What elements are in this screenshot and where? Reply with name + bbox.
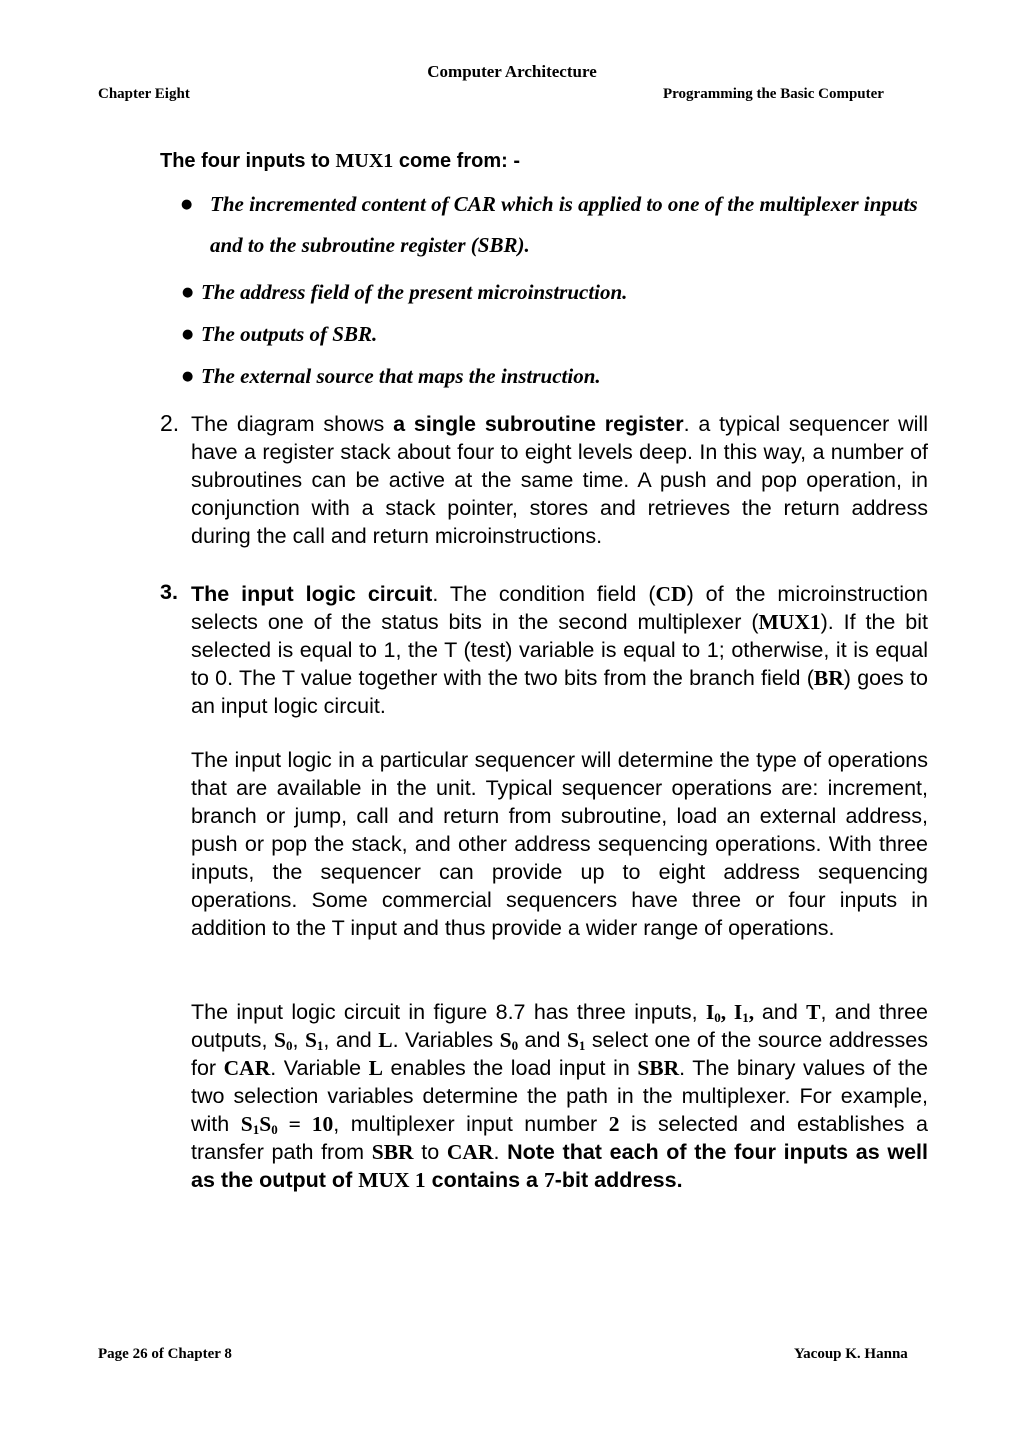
fig-note: -bit address. — [554, 1168, 683, 1192]
item3-text: ). If the bit selected is equal to 1, the T (test) variable is equal to 1; otherwise, it is equal to 0. The T value together with the two bits from the branch field ( — [191, 610, 928, 690]
item3-text: . The condition field ( — [432, 582, 656, 606]
var-s0: $S_0$ — [274, 1028, 293, 1053]
bullet-text: The address field of the present microinstruction. — [201, 280, 628, 304]
bullet-dot-icon: ● — [181, 197, 193, 212]
var-i0: $I_0$ — [705, 1000, 721, 1025]
intro-heading — [160, 150, 520, 173]
var-t: T — [806, 1000, 821, 1024]
intro-mux: MUX1 — [335, 150, 394, 172]
item3-bold: The input logic circuit — [191, 582, 433, 606]
paragraph-input-logic-circuit — [191, 580, 928, 720]
var-s0: $S_0$ — [499, 1028, 519, 1053]
bullet-text: The outputs of SBR. — [201, 322, 378, 346]
header-section: Programming the Basic Computer — [663, 86, 884, 102]
var-two: 2 — [608, 1112, 620, 1136]
item2-bold: a single subroutine register — [393, 412, 684, 436]
footer-page-number: Page 26 of Chapter 8 — [98, 1346, 232, 1362]
fig-comma: , — [748, 1000, 762, 1024]
fig-comma: , — [720, 1000, 734, 1024]
var-s1: $S_1$ — [566, 1028, 586, 1053]
bullet-dot-icon: ● — [182, 285, 194, 300]
item3-text: ) goes to an input logic circuit. — [191, 666, 928, 718]
fig-text: The input logic circuit in figure 8.7 has three inputs, — [191, 1000, 706, 1024]
bullet-text: The incremented content of CAR which is applied to one of the multiplexer inputs and to the subroutine register (SBR). — [210, 192, 918, 257]
var-sbr: SBR — [637, 1056, 680, 1080]
fig-text: . Variables — [392, 1028, 500, 1052]
bullet-item — [182, 314, 378, 355]
fig-text: . Variable — [270, 1056, 369, 1080]
intro-lead: The four inputs to — [160, 150, 336, 172]
var-i1: $I_1$ — [733, 1000, 749, 1025]
item3-text: ) of the microinstruction selects one of the status bits in the second multiplexer ( — [191, 582, 928, 634]
fig-text: enables the load input in — [382, 1056, 638, 1080]
bullet-dot-icon: ● — [182, 369, 194, 384]
fig-comma: , — [292, 1028, 305, 1052]
fig-text: is selected and establishes a transfer path from — [191, 1112, 928, 1164]
var-car: CAR — [223, 1056, 271, 1080]
item3-cd: CD — [655, 582, 687, 606]
var-sbr: SBR — [371, 1140, 414, 1164]
fig-and: and — [518, 1028, 567, 1052]
fig-text: . The binary values of the two selection variables determine the path in the multiplexer. For example, with — [191, 1056, 929, 1136]
var-s1: $S_1$ — [304, 1028, 324, 1053]
item3-mux1: MUX1 — [758, 610, 821, 634]
var-s1s0: $S_1S_0 = 10$ — [240, 1112, 334, 1137]
item2-rest: . a typical sequencer will have a register stack about four to eight levels deep. In this way, a number of subroutines can be active at the same time. A push and pop operation, in conjunction with a stack pointer, stores and retrieves the return address during the call and return microinstructions. — [191, 412, 928, 548]
footer-author: Yacoup K. Hanna — [794, 1346, 908, 1362]
fig-comma: , — [323, 1028, 336, 1052]
item-number: 3. — [160, 580, 178, 604]
intro-tail: come from: - — [393, 150, 520, 172]
var-l: L — [368, 1056, 383, 1080]
fig-text: , multiplexer input number — [333, 1112, 609, 1136]
var-seven: 7 — [543, 1168, 555, 1192]
bullet-item — [182, 272, 921, 313]
fig-note: Note that each of the four inputs as well as the output of — [191, 1140, 929, 1192]
paragraph-subroutine-register — [191, 410, 928, 550]
fig-text: select one of the source addresses for — [191, 1028, 928, 1080]
bullet-item — [182, 356, 601, 397]
item3-br: BR — [813, 666, 844, 690]
paragraph-figure-8-7 — [191, 998, 928, 1194]
fig-text: , and three outputs, — [191, 1000, 929, 1052]
bullet-text: The external source that maps the instruction. — [201, 364, 601, 388]
fig-note: contains a — [425, 1168, 544, 1192]
var-mux1: MUX 1 — [358, 1168, 426, 1192]
var-car: CAR — [446, 1140, 494, 1164]
item-number: 2. — [160, 410, 180, 436]
bullet-dot-icon: ● — [182, 327, 194, 342]
fig-and: and — [335, 1028, 379, 1052]
var-l: L — [378, 1028, 393, 1052]
paragraph-sequencer-operations: The input logic in a particular sequencer will determine the type of operations that are available in the unit. Typical sequencer operations are: increment, branch or jump, call and return from subroutine, load an external address, push or pop the stack, and other address sequencing operations. With three inputs, the sequencer can provide up to eight address sequencing operations. Some commercial sequencers have three or four inputs in addition to the T input and thus provide a wider range of operations. — [191, 748, 928, 940]
fig-to: to — [413, 1140, 447, 1164]
fig-period: . — [493, 1140, 500, 1164]
page-header-title: Computer Architecture — [427, 62, 597, 81]
item2-lead: The diagram shows — [191, 412, 394, 436]
fig-and: and — [761, 1000, 807, 1024]
bullet-item — [181, 184, 930, 266]
header-chapter: Chapter Eight — [98, 86, 190, 102]
